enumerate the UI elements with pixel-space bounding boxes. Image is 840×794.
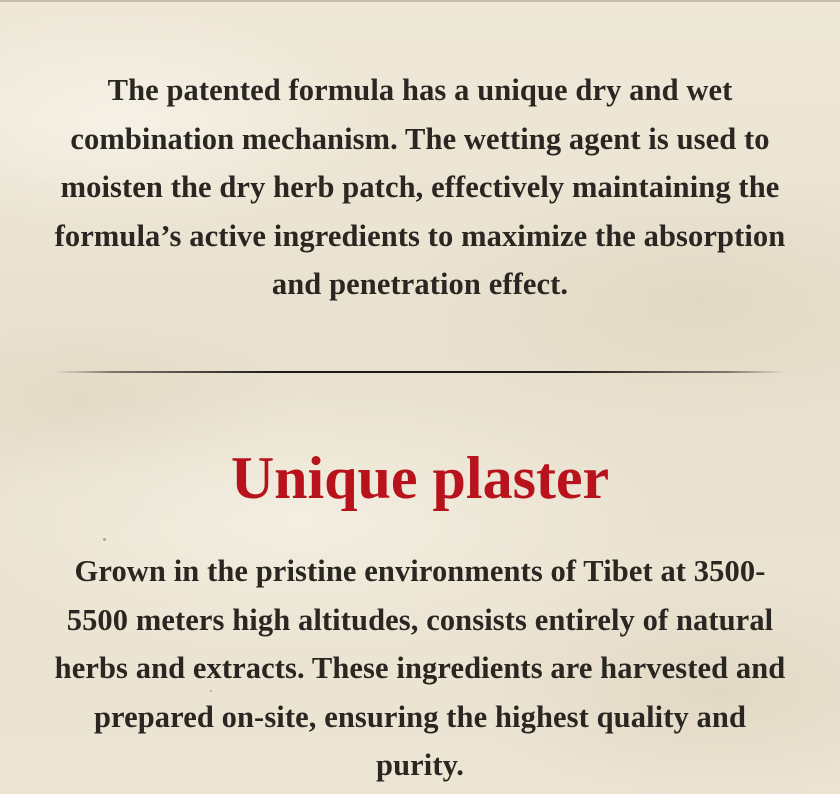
section-title: Unique plaster xyxy=(230,445,610,511)
section-divider xyxy=(55,371,785,373)
paper-speck xyxy=(210,690,212,692)
intro-paragraph: The patented formula has a unique dry and wet combination mechanism. The wetting agent is used to moisten the dry herb patch, effectively maintaining the formula’s active ingredients to maximize the absorption and penetration effect. xyxy=(54,73,786,301)
origin-paragraph: Grown in the pristine environments of Tibet at 3500-5500 meters high altitudes, consists entirely of natural herbs and extracts. These ingredients are harvested and prepared on-site, ensuring the highest quality and purity. xyxy=(54,554,786,782)
paper-speck xyxy=(103,538,106,541)
top-edge-line xyxy=(0,0,840,2)
